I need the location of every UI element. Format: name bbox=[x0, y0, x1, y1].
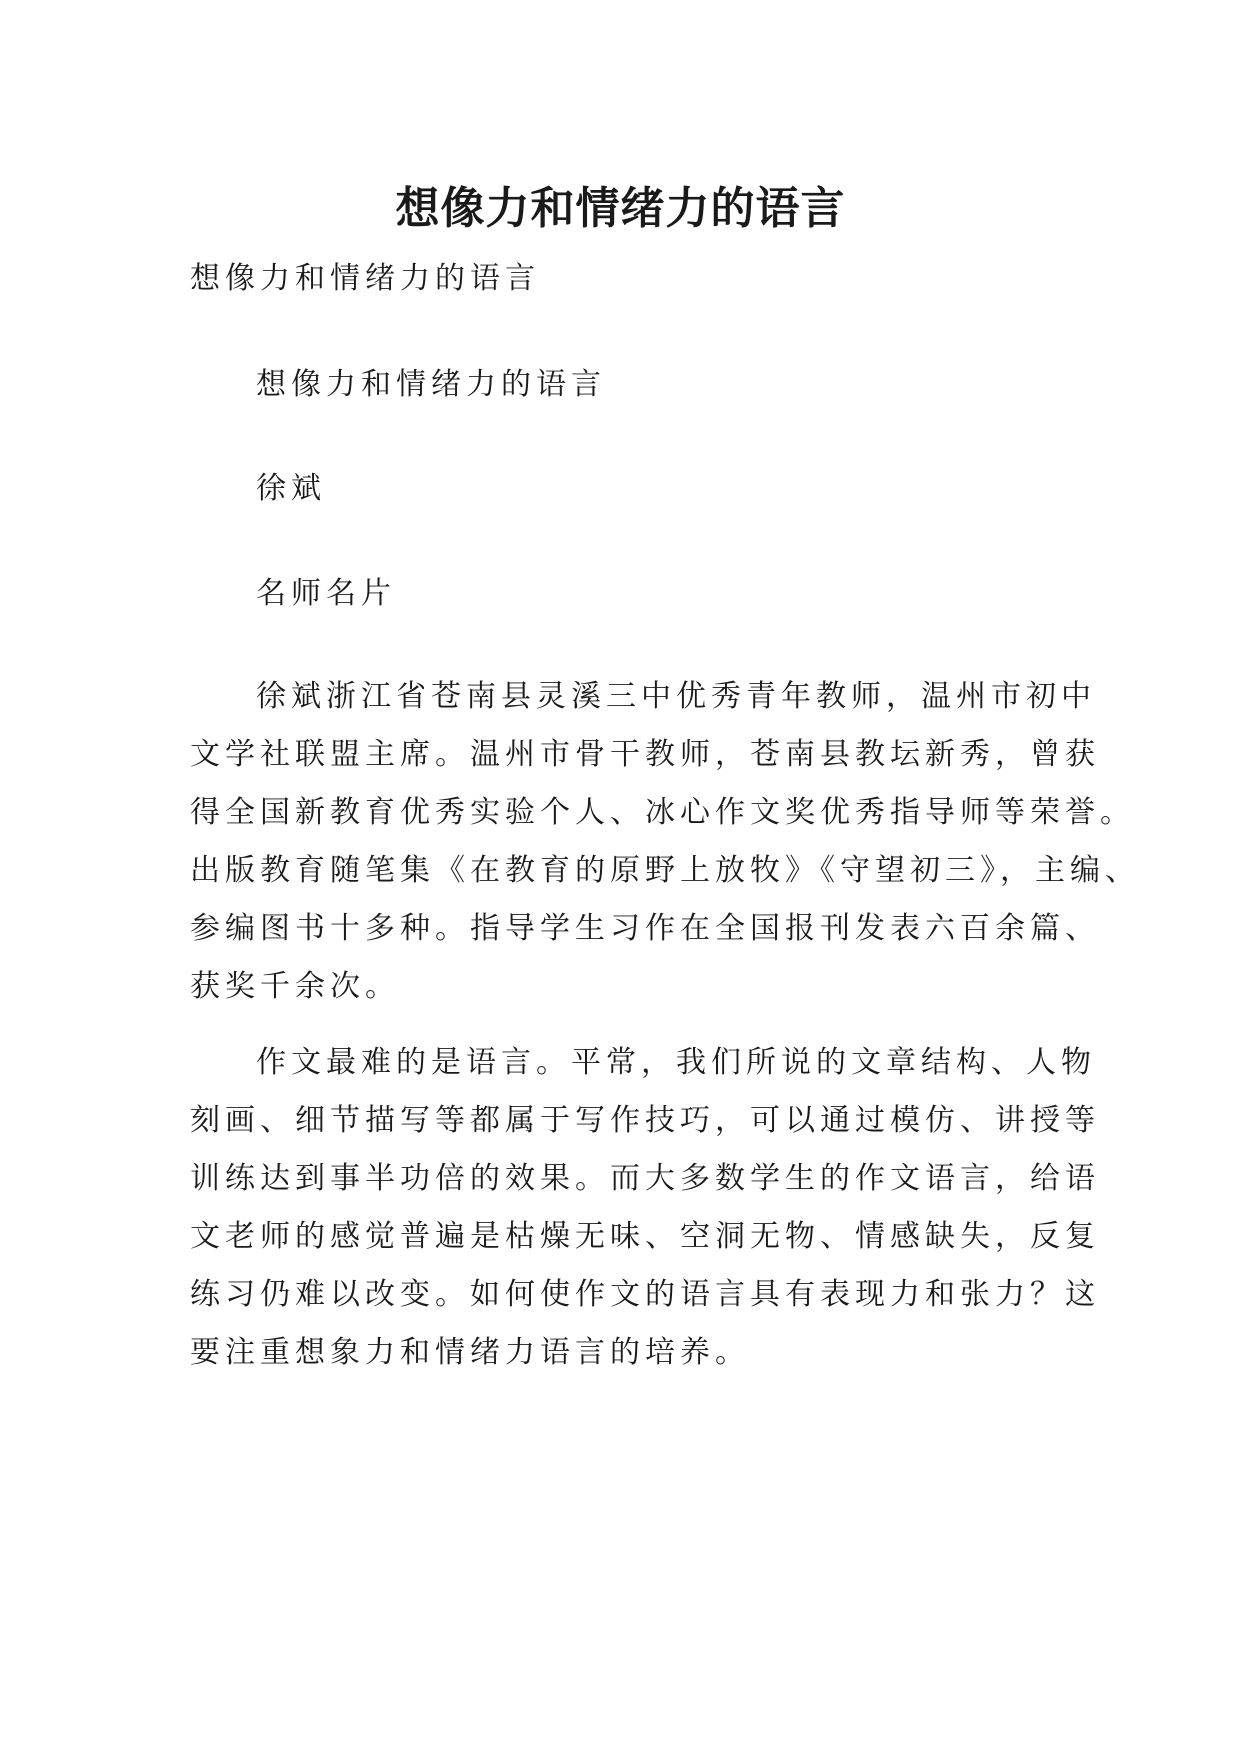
bio-line: 文学社联盟主席。温州市骨干教师，苍南县教坛新秀，曾获 bbox=[190, 737, 1100, 772]
intro-line: 训练达到事半功倍的效果。而大多数学生的作文语言，给语 bbox=[190, 1161, 1100, 1196]
document-subtitle: 想像力和情绪力的语言 bbox=[190, 261, 540, 296]
bio-line: 参编图书十多种。指导学生习作在全国报刊发表六百余篇、 bbox=[190, 911, 1100, 946]
intro-line: 练习仍难以改变。如何使作文的语言具有表现力和张力？这 bbox=[190, 1277, 1100, 1312]
author-name: 徐斌 bbox=[256, 471, 326, 506]
document-title: 想像力和情绪力的语言 bbox=[395, 183, 846, 235]
intro-line: 文老师的感觉普遍是枯燥无味、空洞无物、情感缺失，反复 bbox=[190, 1219, 1100, 1254]
section-label: 名师名片 bbox=[256, 576, 396, 611]
article-title: 想像力和情绪力的语言 bbox=[256, 367, 606, 402]
intro-line: 要注重想象力和情绪力语言的培养。 bbox=[190, 1335, 750, 1370]
intro-line: 作文最难的是语言。平常，我们所说的文章结构、人物 bbox=[256, 1045, 1096, 1080]
author-bio-paragraph bbox=[190, 668, 1140, 1016]
intro-paragraph bbox=[190, 1034, 1100, 1382]
bio-line: 出版教育随笔集《在教育的原野上放牧》《守望初三》，主编、 bbox=[190, 853, 1140, 888]
bio-line: 得全国新教育优秀实验个人、冰心作文奖优秀指导师等荣誉。 bbox=[190, 795, 1135, 830]
bio-line: 徐斌浙江省苍南县灵溪三中优秀青年教师，温州市初中 bbox=[256, 679, 1096, 714]
bio-line: 获奖千余次。 bbox=[190, 969, 400, 1004]
intro-line: 刻画、细节描写等都属于写作技巧，可以通过模仿、讲授等 bbox=[190, 1103, 1100, 1138]
